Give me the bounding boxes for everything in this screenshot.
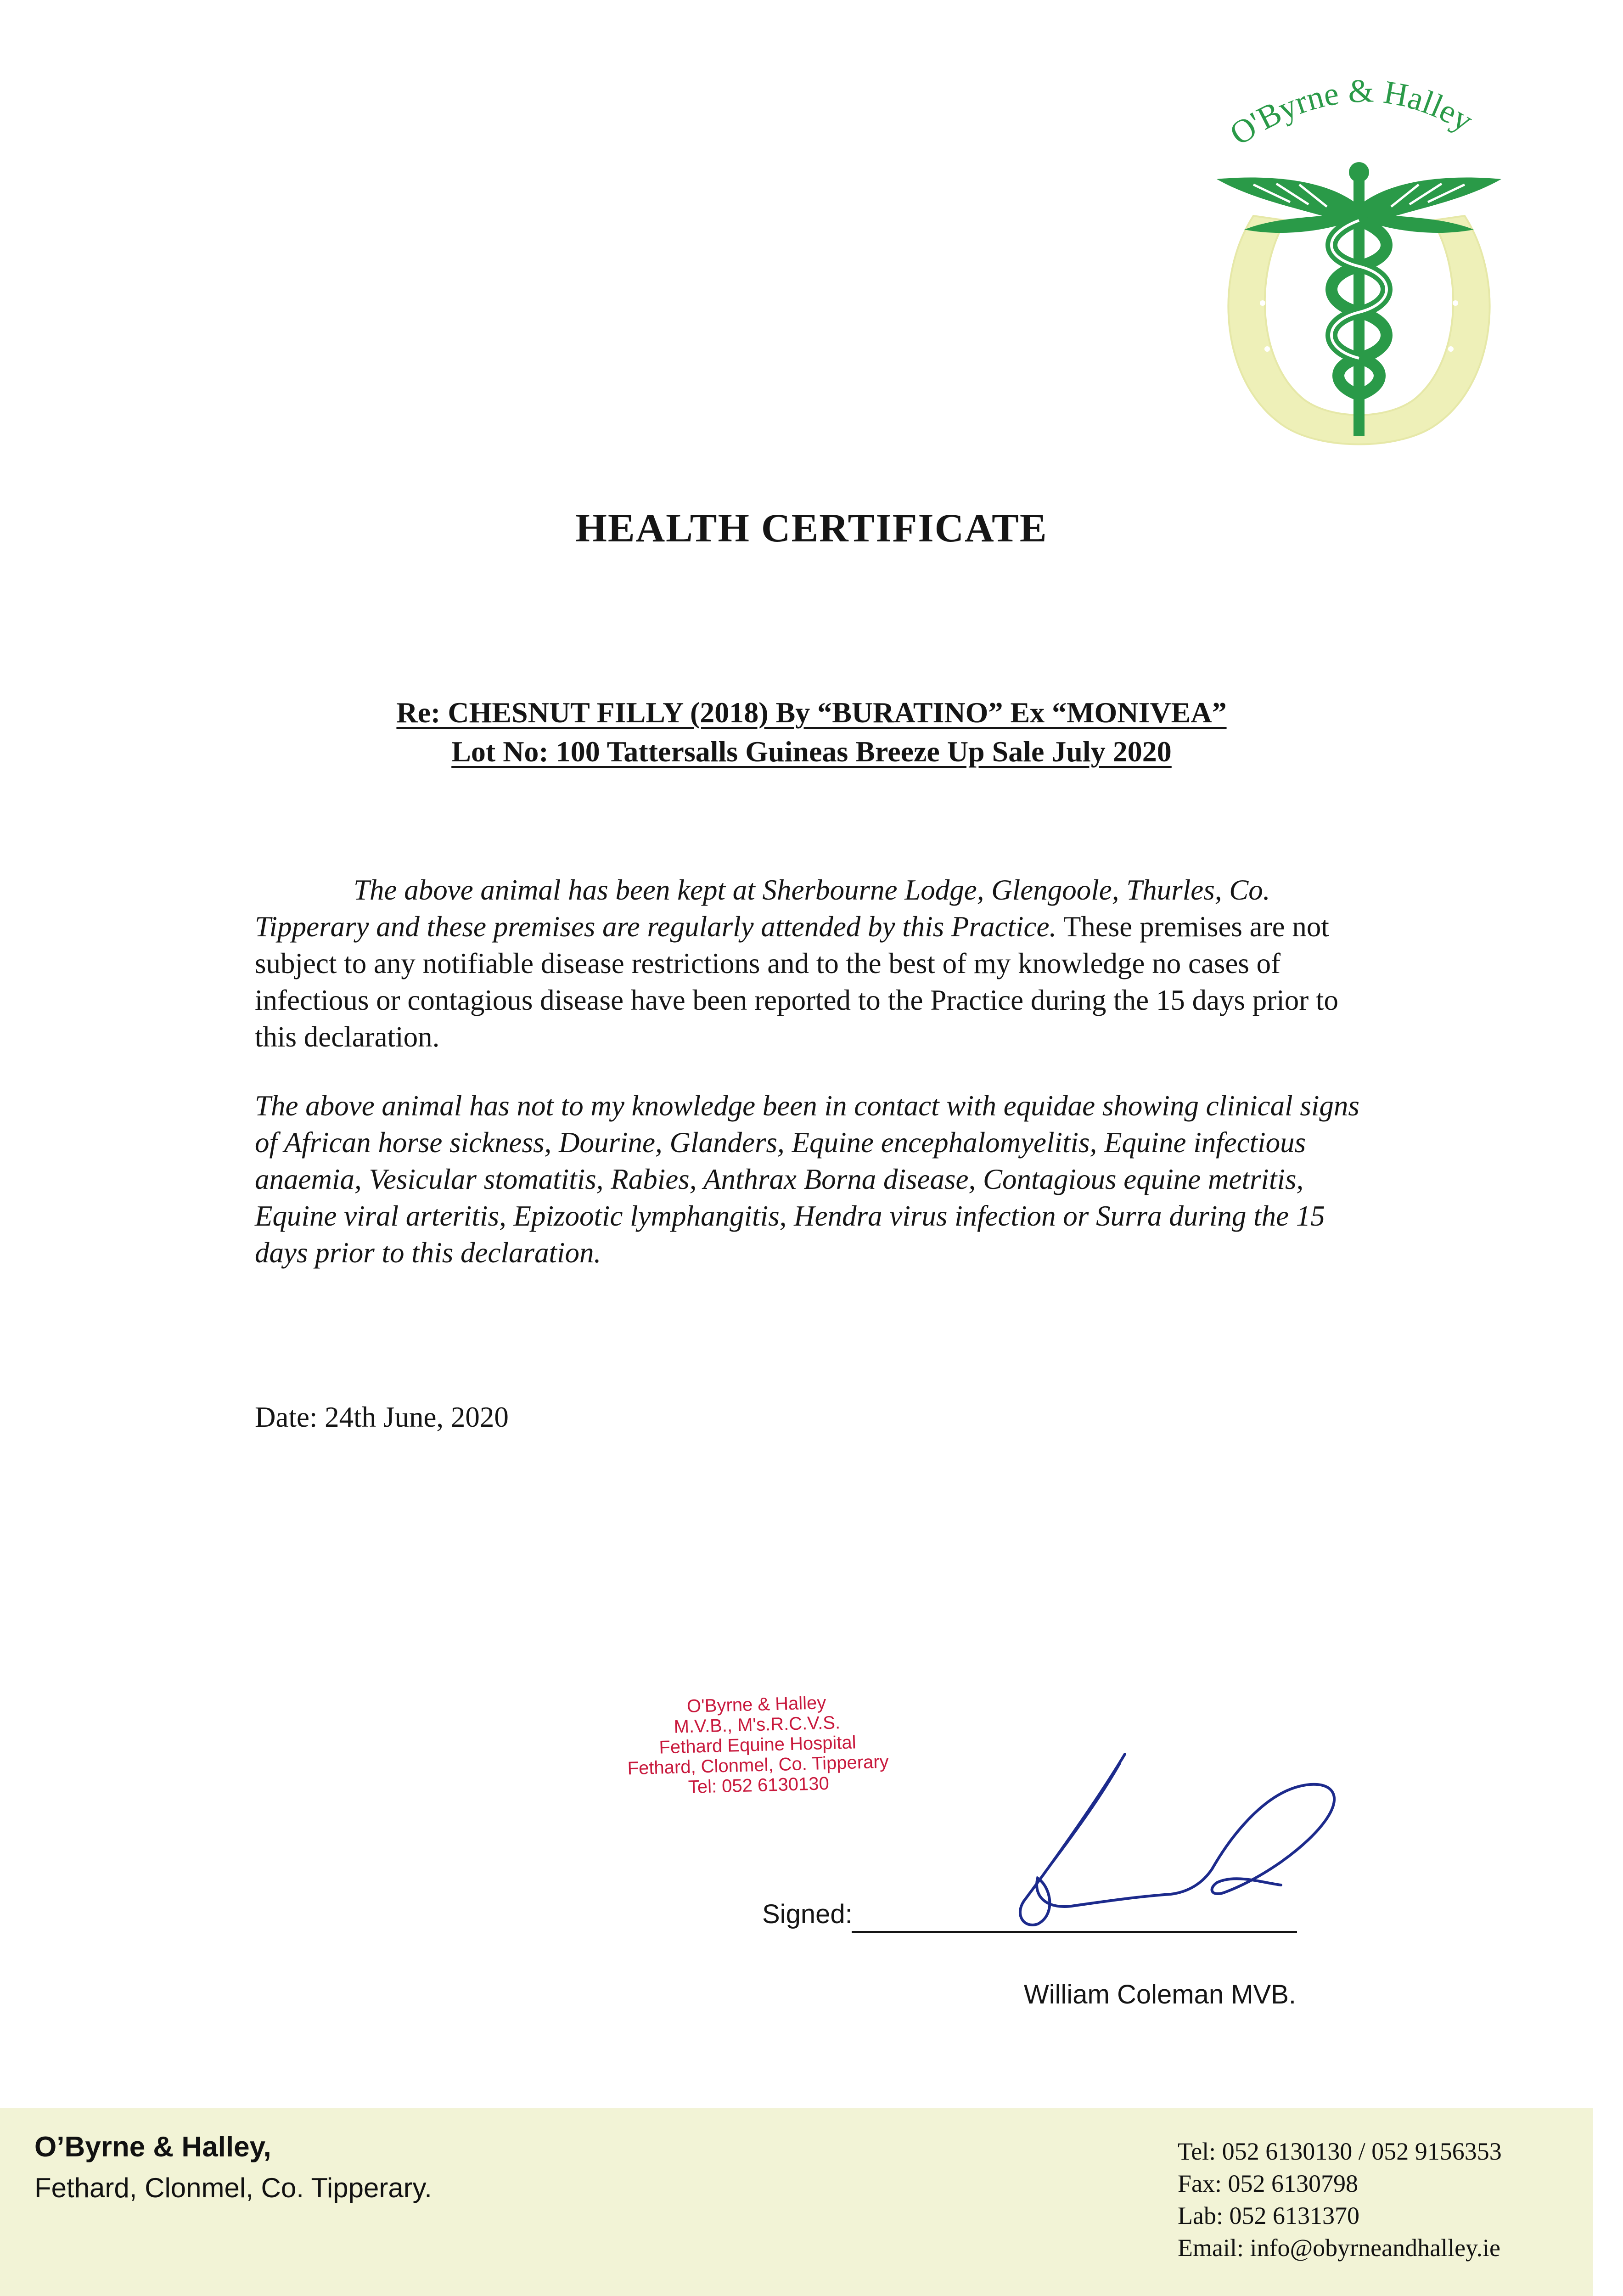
footer-firm-name: O’Byrne & Halley,: [34, 2131, 271, 2163]
certificate-date: Date: 24th June, 2020: [255, 1401, 509, 1433]
re-line-lot: Lot No: 100 Tattersalls Guineas Breeze Up Sale July 2020: [451, 735, 1172, 768]
signer-name: William Coleman MVB.: [1024, 1980, 1296, 2009]
premises-statement: The above animal has been kept at Sherbourne Lodge, Glengoole, Thurles, Co. Tipperary and these premises are regularly attended by this Practice.: [255, 874, 1270, 943]
handwritten-signature: [987, 1745, 1354, 1938]
footer-address: Fethard, Clonmel, Co. Tipperary.: [34, 2172, 432, 2203]
signed-label: Signed:: [762, 1899, 853, 1929]
declaration-paragraph-2: The above animal has not to my knowledge been in contact with equidae showing clinical signs of African horse sickness, Dourine, Glanders, Equine encephalomyelitis, Equine infectious anaemia, Vesicular stomatitis, Rabies, Anthrax Borna disease, Contagious equine metritis, Equine viral arteritis, Epizootic lymphangitis, Hendra virus infection or Surra during the 15 days prior to this declaration.: [255, 1090, 1359, 1269]
footer-lab: Lab: 052 6131370: [1178, 2202, 1359, 2229]
stamp-line: Fethard, Clonmel, Co. Tipperary: [627, 1751, 889, 1779]
signature-line: [852, 1931, 1297, 1933]
svg-text:O'Byrne & Halley: O'Byrne & Halley: [1223, 72, 1479, 152]
caduceus-horseshoe-icon: [1185, 64, 1533, 468]
stamp-line: Tel: 052 6130130: [688, 1773, 830, 1797]
footer-fax: Fax: 052 6130798: [1178, 2170, 1359, 2197]
disease-statement: These premises are not subject to any notifiable disease restrictions and to the best of my knowledge no cases of infectious or contagious disease have been reported to the Practice during the 15 days prior to this declaration.: [255, 911, 1339, 1053]
stamp-line: O'Byrne & Halley: [686, 1693, 826, 1716]
practice-stamp: [595, 1690, 920, 1800]
declaration-paragraph-1: [255, 872, 1375, 1055]
practice-logo: [1185, 64, 1533, 468]
footer-email: Email: info@obyrneandhalley.ie: [1178, 2234, 1501, 2262]
page-title: HEALTH CERTIFICATE: [575, 506, 1048, 551]
stamp-line: Fethard Equine Hospital: [658, 1732, 857, 1758]
stamp-line: M.V.B., M's.R.C.V.S.: [674, 1712, 841, 1737]
footer-tel: Tel: 052 6130130 / 052 9156353: [1178, 2138, 1502, 2165]
footer-contact: [1178, 2135, 1502, 2264]
re-line-horse: Re: CHESNUT FILLY (2018) By “BURATINO” Ex “MONIVEA”: [396, 696, 1227, 729]
